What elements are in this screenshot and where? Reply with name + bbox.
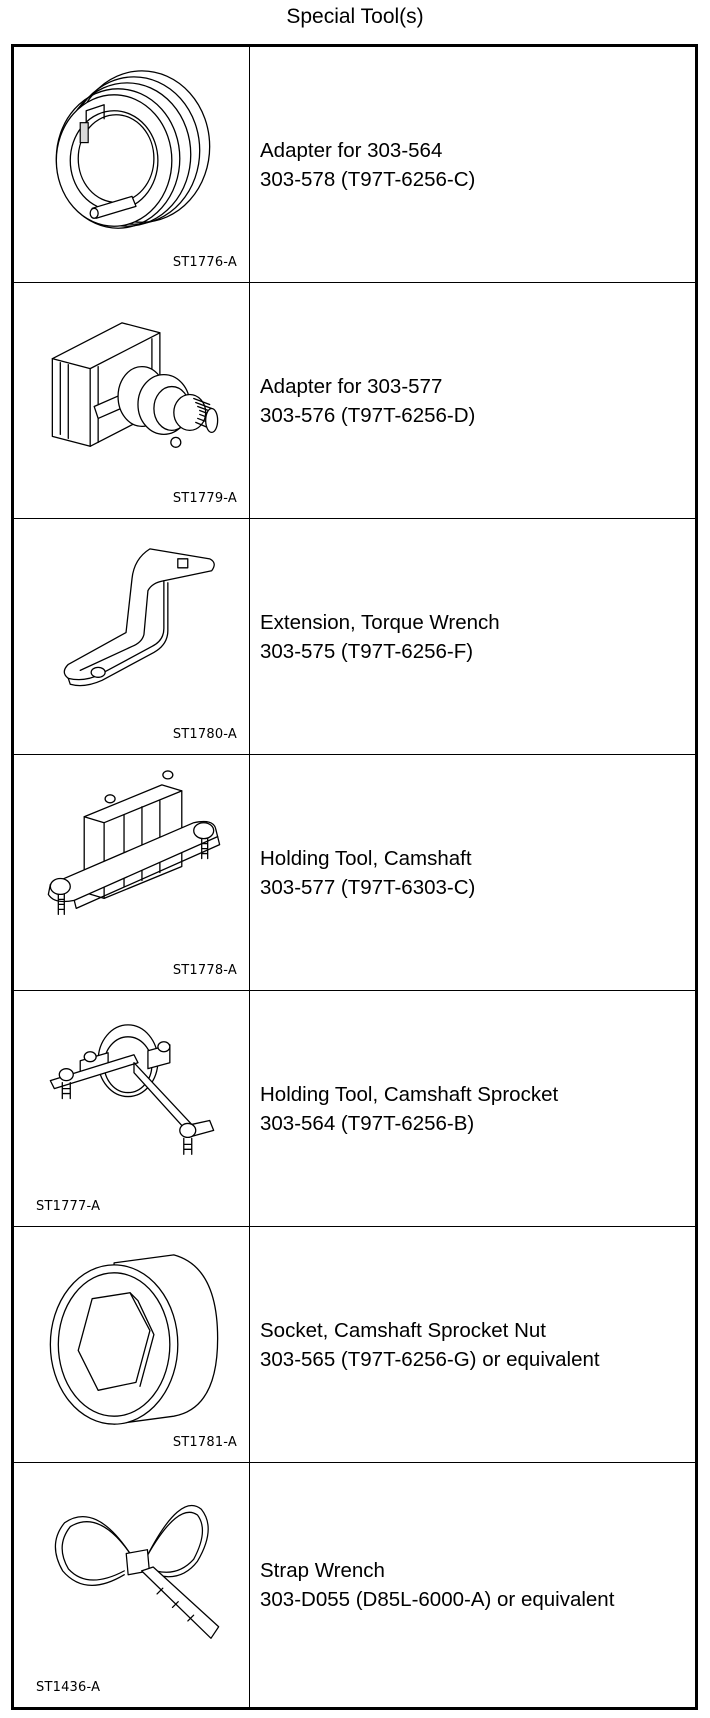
tool-number: 303-577 (T97T-6303-C) <box>260 875 476 899</box>
tool-name: Adapter for 303-564 <box>260 138 443 162</box>
hex-socket-icon <box>14 1227 250 1462</box>
pulley-adapter-icon <box>14 47 250 282</box>
tool-name: Socket, Camshaft Sprocket Nut <box>260 1318 546 1342</box>
tool-illustration-cell <box>14 47 250 282</box>
table-row <box>14 1463 695 1707</box>
tool-number: 303-565 (T97T-6256-G) or equivalent <box>260 1347 600 1371</box>
tool-code: ST1778-A <box>172 963 237 978</box>
tool-number: 303-D055 (D85L-6000-A) or equivalent <box>260 1588 615 1611</box>
tool-name: Holding Tool, Camshaft Sprocket <box>260 1082 559 1106</box>
table-row <box>14 47 695 283</box>
strap-wrench-icon <box>14 1463 250 1698</box>
tool-number: 303-578 (T97T-6256-C) <box>260 167 476 191</box>
table-row <box>14 1227 695 1463</box>
torque-extension-icon <box>14 519 250 754</box>
tool-code: ST1779-A <box>172 491 237 506</box>
tool-number: 303-564 (T97T-6256-B) <box>260 1111 475 1135</box>
tool-description <box>260 991 692 1226</box>
tool-illustration-cell <box>14 755 250 990</box>
tool-name: Adapter for 303-577 <box>260 374 443 398</box>
tool-description <box>260 1463 692 1707</box>
tool-number: 303-575 (T97T-6256-F) <box>260 639 474 663</box>
tool-illustration-cell <box>14 519 250 754</box>
block-adapter-icon <box>14 283 250 518</box>
tool-name: Strap Wrench <box>260 1559 385 1582</box>
tool-code: ST1436-A <box>36 1680 101 1695</box>
tool-description <box>260 283 692 518</box>
tool-code: ST1776-A <box>172 255 237 270</box>
table-row <box>14 991 695 1227</box>
tool-number: 303-576 (T97T-6256-D) <box>260 403 476 427</box>
tool-name: Extension, Torque Wrench <box>260 610 500 634</box>
tool-code: ST1781-A <box>172 1435 237 1450</box>
page-title: Special Tool(s) <box>286 5 424 28</box>
tool-code: ST1780-A <box>172 727 237 742</box>
camshaft-holding-tool-icon <box>14 755 250 990</box>
tool-description <box>260 1227 692 1462</box>
tool-description <box>260 519 692 754</box>
tool-code: ST1777-A <box>36 1199 101 1214</box>
tool-illustration-cell <box>14 283 250 518</box>
table-row <box>14 519 695 755</box>
sprocket-holding-tool-icon <box>14 991 250 1226</box>
tool-illustration-cell <box>14 991 250 1226</box>
tool-description <box>260 47 692 282</box>
tool-illustration-cell <box>14 1227 250 1462</box>
tool-name: Holding Tool, Camshaft <box>260 846 472 870</box>
tool-description <box>260 755 692 990</box>
table-row <box>14 755 695 991</box>
table-row <box>14 283 695 519</box>
tool-illustration-cell <box>14 1463 250 1707</box>
special-tools-table <box>11 44 698 1710</box>
